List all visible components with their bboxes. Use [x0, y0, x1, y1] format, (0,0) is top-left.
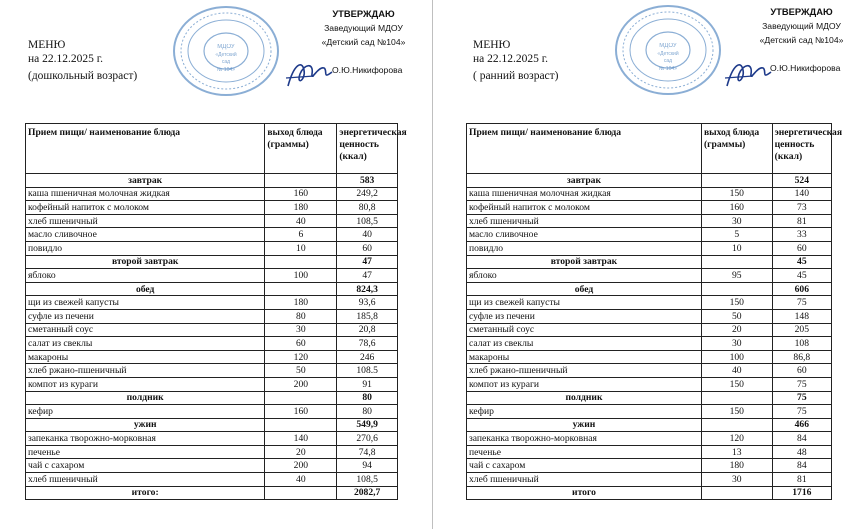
approval-heading: УТВЕРЖДАЮ: [770, 6, 833, 17]
dish-weight: 180: [265, 201, 337, 215]
dish-kcal: 140: [772, 187, 831, 201]
meal-kcal: 824,3: [337, 282, 398, 296]
dish-kcal: 73: [772, 201, 831, 215]
dish-weight: 200: [265, 377, 337, 391]
svg-text:№ 104»: № 104»: [659, 66, 677, 72]
dish-weight: 100: [265, 269, 337, 283]
meal-name: второй завтрак: [26, 255, 265, 269]
dish-name: чай с сахаром: [26, 459, 265, 473]
dish-row: [467, 473, 832, 487]
dish-kcal: 81: [772, 473, 831, 487]
dish-weight: 20: [701, 323, 772, 337]
dish-row: [467, 241, 832, 255]
dish-kcal: 80: [337, 405, 398, 419]
dish-row: [26, 405, 398, 419]
dish-weight: 120: [701, 432, 772, 446]
meal-row: [26, 255, 398, 269]
dish-kcal: 80,8: [337, 201, 398, 215]
meal-row: [467, 391, 832, 405]
menu-title: МЕНЮ: [473, 39, 511, 51]
total-row: [467, 486, 832, 500]
dish-row: [26, 337, 398, 351]
dish-weight: 180: [701, 459, 772, 473]
dish-weight: 50: [265, 364, 337, 378]
dish-row: [467, 187, 832, 201]
dish-kcal: 94: [337, 459, 398, 473]
meal-kcal: 80: [337, 391, 398, 405]
dish-name: суфле из печени: [26, 309, 265, 323]
column-header-weight: выход блюда (граммы): [265, 124, 337, 174]
svg-text:МДОУ: МДОУ: [217, 44, 235, 50]
dish-kcal: 47: [337, 269, 398, 283]
menu-heading: [28, 38, 137, 83]
dish-kcal: 75: [772, 405, 831, 419]
meal-kcal: 583: [337, 174, 398, 188]
dish-weight: [265, 418, 337, 432]
dish-row: [26, 377, 398, 391]
dish-row: [467, 201, 832, 215]
dish-weight: 140: [265, 432, 337, 446]
menu-date: на 22.12.2025 г.: [473, 53, 549, 65]
dish-row: [467, 214, 832, 228]
column-header-weight: выход блюда (граммы): [701, 124, 772, 174]
dish-name: хлеб пшеничный: [467, 473, 702, 487]
meal-kcal: 75: [772, 391, 831, 405]
meal-kcal: 606: [772, 282, 831, 296]
dish-kcal: 45: [772, 269, 831, 283]
meal-row: [26, 174, 398, 188]
dish-row: [26, 296, 398, 310]
column-header-kcal: энергетическая ценность (ккал): [772, 124, 831, 174]
dish-kcal: 84: [772, 432, 831, 446]
meal-row: [26, 282, 398, 296]
meal-kcal: 466: [772, 418, 831, 432]
dish-name: каша пшеничная молочная жидкая: [26, 187, 265, 201]
column-header-dish: Прием пищи/ наименование блюда: [26, 124, 265, 174]
menu-table: [466, 123, 843, 500]
dish-weight: 30: [701, 473, 772, 487]
dish-name: кофейный напиток с молоком: [467, 201, 702, 215]
total-kcal: 1716: [772, 486, 831, 500]
total-label: итого: [467, 486, 702, 500]
dish-row: [26, 241, 398, 255]
dish-row: [467, 228, 832, 242]
meal-row: [467, 255, 832, 269]
dish-row: [467, 309, 832, 323]
menu-page-preschool: [0, 0, 430, 529]
dish-kcal: 185,8: [337, 309, 398, 323]
table-header-row: [467, 124, 832, 174]
dish-row: [26, 323, 398, 337]
age-group: (дошкольный возраст): [28, 70, 138, 82]
meal-name: второй завтрак: [467, 255, 702, 269]
svg-text:сад: сад: [221, 59, 231, 65]
menu-title: МЕНЮ: [28, 39, 66, 51]
dish-name: масло сливочное: [26, 228, 265, 242]
dish-row: [467, 377, 832, 391]
menu-table: [25, 123, 407, 500]
approval-org: «Детский сад №104»: [321, 37, 406, 47]
dish-name: чай с сахаром: [467, 459, 702, 473]
svg-text:«Детский: «Детский: [657, 51, 679, 57]
menu-date: на 22.12.2025 г.: [28, 53, 104, 65]
approval-position: Заведующий МДОУ: [762, 21, 841, 31]
dish-kcal: 60: [772, 241, 831, 255]
dish-weight: [701, 174, 772, 188]
dish-name: сметанный соус: [26, 323, 265, 337]
dish-kcal: 84: [772, 459, 831, 473]
dish-kcal: 33: [772, 228, 831, 242]
dish-weight: 40: [265, 214, 337, 228]
dish-kcal: 249,2: [337, 187, 398, 201]
dish-name: щи из свежей капусты: [467, 296, 702, 310]
dish-kcal: 91: [337, 377, 398, 391]
meal-name: полдник: [467, 391, 702, 405]
dish-kcal: 60: [337, 241, 398, 255]
dish-name: макароны: [26, 350, 265, 364]
meal-name: ужин: [467, 418, 702, 432]
dish-weight: 10: [265, 241, 337, 255]
dish-row: [26, 201, 398, 215]
dish-row: [26, 350, 398, 364]
dish-weight: 180: [265, 296, 337, 310]
dish-weight: 6: [265, 228, 337, 242]
approval-block: [738, 5, 865, 73]
approval-signer: О.Ю.Никифорова: [332, 65, 403, 75]
dish-row: [467, 459, 832, 473]
column-header-dish: Прием пищи/ наименование блюда: [467, 124, 702, 174]
dish-name: хлеб пшеничный: [26, 214, 265, 228]
dish-name: масло сливочное: [467, 228, 702, 242]
dish-weight: [701, 391, 772, 405]
dish-weight: 150: [701, 405, 772, 419]
dish-row: [26, 269, 398, 283]
menu-heading: [473, 38, 559, 83]
page-divider: [432, 0, 433, 529]
meal-kcal: 549,9: [337, 418, 398, 432]
column-header-kcal: энергетическая ценность (ккал): [337, 124, 398, 174]
dish-weight: [265, 174, 337, 188]
dish-weight: 150: [701, 377, 772, 391]
meal-kcal: 45: [772, 255, 831, 269]
dish-weight: [701, 418, 772, 432]
dish-name: щи из свежей капусты: [26, 296, 265, 310]
dish-name: макароны: [467, 350, 702, 364]
dish-weight: 150: [701, 296, 772, 310]
dish-weight: 30: [701, 214, 772, 228]
approval-signer: О.Ю.Никифорова: [770, 63, 841, 73]
dish-name: хлеб пшеничный: [26, 473, 265, 487]
dish-row: [467, 323, 832, 337]
dish-weight: [265, 255, 337, 269]
dish-row: [26, 187, 398, 201]
dish-row: [26, 473, 398, 487]
meal-row: [26, 391, 398, 405]
dish-kcal: 108,5: [337, 214, 398, 228]
dish-name: кофейный напиток с молоком: [26, 201, 265, 215]
dish-row: [26, 364, 398, 378]
dish-name: сметанный соус: [467, 323, 702, 337]
meal-row: [467, 282, 832, 296]
total-label: итого:: [26, 486, 265, 500]
svg-text:МДОУ: МДОУ: [659, 43, 677, 49]
dish-weight: 150: [701, 187, 772, 201]
dish-kcal: 40: [337, 228, 398, 242]
dish-row: [467, 364, 832, 378]
dish-weight: [701, 486, 772, 500]
dish-name: хлеб пшеничный: [467, 214, 702, 228]
dish-weight: [265, 486, 337, 500]
dish-kcal: 108,5: [337, 473, 398, 487]
meal-row: [467, 174, 832, 188]
dish-name: печенье: [467, 445, 702, 459]
approval-org: «Детский сад №104»: [759, 35, 844, 45]
dish-name: суфле из печени: [467, 309, 702, 323]
dish-weight: [265, 282, 337, 296]
meal-name: ужин: [26, 418, 265, 432]
dish-kcal: 93,6: [337, 296, 398, 310]
dish-weight: 80: [265, 309, 337, 323]
dish-name: компот из кураги: [467, 377, 702, 391]
dish-weight: 160: [701, 201, 772, 215]
dish-kcal: 108.5: [337, 364, 398, 378]
dish-weight: 10: [701, 241, 772, 255]
dish-row: [467, 445, 832, 459]
meal-name: завтрак: [26, 174, 265, 188]
dish-weight: 30: [265, 323, 337, 337]
dish-kcal: 148: [772, 309, 831, 323]
dish-name: яблоко: [26, 269, 265, 283]
approval-heading: УТВЕРЖДАЮ: [332, 8, 395, 19]
organization-stamp-icon: [612, 4, 724, 96]
dish-weight: 40: [265, 473, 337, 487]
dish-name: повидло: [26, 241, 265, 255]
dish-weight: 160: [265, 187, 337, 201]
dish-name: салат из свеклы: [26, 337, 265, 351]
dish-kcal: 81: [772, 214, 831, 228]
dish-kcal: 270,6: [337, 432, 398, 446]
approval-block: [296, 7, 431, 75]
table-header-row: [26, 124, 398, 174]
dish-name: яблоко: [467, 269, 702, 283]
dish-row: [26, 228, 398, 242]
meal-row: [26, 418, 398, 432]
dish-row: [26, 459, 398, 473]
dish-weight: 200: [265, 459, 337, 473]
svg-text:«Детский: «Детский: [215, 52, 237, 58]
dish-name: запеканка творожно-морковная: [26, 432, 265, 446]
meal-kcal: 47: [337, 255, 398, 269]
dish-row: [26, 432, 398, 446]
dish-row: [467, 432, 832, 446]
dish-weight: 50: [701, 309, 772, 323]
dish-row: [467, 405, 832, 419]
dish-kcal: 20,8: [337, 323, 398, 337]
dish-row: [26, 214, 398, 228]
meal-name: обед: [26, 282, 265, 296]
dish-weight: 120: [265, 350, 337, 364]
dish-name: салат из свеклы: [467, 337, 702, 351]
svg-text:№ 104»: № 104»: [217, 67, 235, 73]
dish-row: [467, 337, 832, 351]
dish-weight: 100: [701, 350, 772, 364]
dish-weight: 5: [701, 228, 772, 242]
dish-kcal: 78,6: [337, 337, 398, 351]
dish-weight: 95: [701, 269, 772, 283]
dish-weight: 30: [701, 337, 772, 351]
dish-kcal: 205: [772, 323, 831, 337]
meal-kcal: 524: [772, 174, 831, 188]
dish-row: [26, 309, 398, 323]
dish-kcal: 48: [772, 445, 831, 459]
dish-name: запеканка творожно-морковная: [467, 432, 702, 446]
menu-page-early: [436, 0, 863, 529]
dish-kcal: 246: [337, 350, 398, 364]
approval-position: Заведующий МДОУ: [324, 23, 403, 33]
dish-name: каша пшеничная молочная жидкая: [467, 187, 702, 201]
dish-kcal: 108: [772, 337, 831, 351]
dish-weight: 40: [701, 364, 772, 378]
meal-name: завтрак: [467, 174, 702, 188]
dish-weight: [265, 391, 337, 405]
dish-weight: 20: [265, 445, 337, 459]
signature-icon: [284, 56, 336, 92]
dish-kcal: 60: [772, 364, 831, 378]
total-row: [26, 486, 398, 500]
dish-row: [467, 296, 832, 310]
dish-row: [26, 445, 398, 459]
dish-kcal: 75: [772, 296, 831, 310]
organization-stamp-icon: [172, 5, 280, 97]
dish-weight: [701, 282, 772, 296]
dish-name: кефир: [467, 405, 702, 419]
dish-row: [467, 350, 832, 364]
dish-weight: 160: [265, 405, 337, 419]
dish-name: хлеб ржано-пшеничный: [467, 364, 702, 378]
age-group: ( ранний возраст): [473, 70, 559, 82]
dish-name: хлеб ржано-пшеничный: [26, 364, 265, 378]
meal-name: полдник: [26, 391, 265, 405]
dish-weight: 13: [701, 445, 772, 459]
dish-kcal: 75: [772, 377, 831, 391]
meal-row: [467, 418, 832, 432]
svg-text:сад: сад: [663, 58, 673, 64]
dish-kcal: 74,8: [337, 445, 398, 459]
dish-name: повидло: [467, 241, 702, 255]
dish-name: кефир: [26, 405, 265, 419]
dish-weight: 60: [265, 337, 337, 351]
meal-name: обед: [467, 282, 702, 296]
dish-name: компот из кураги: [26, 377, 265, 391]
total-kcal: 2082,7: [337, 486, 398, 500]
dish-weight: [701, 255, 772, 269]
dish-name: печенье: [26, 445, 265, 459]
dish-kcal: 86,8: [772, 350, 831, 364]
signature-icon: [722, 56, 776, 92]
dish-row: [467, 269, 832, 283]
